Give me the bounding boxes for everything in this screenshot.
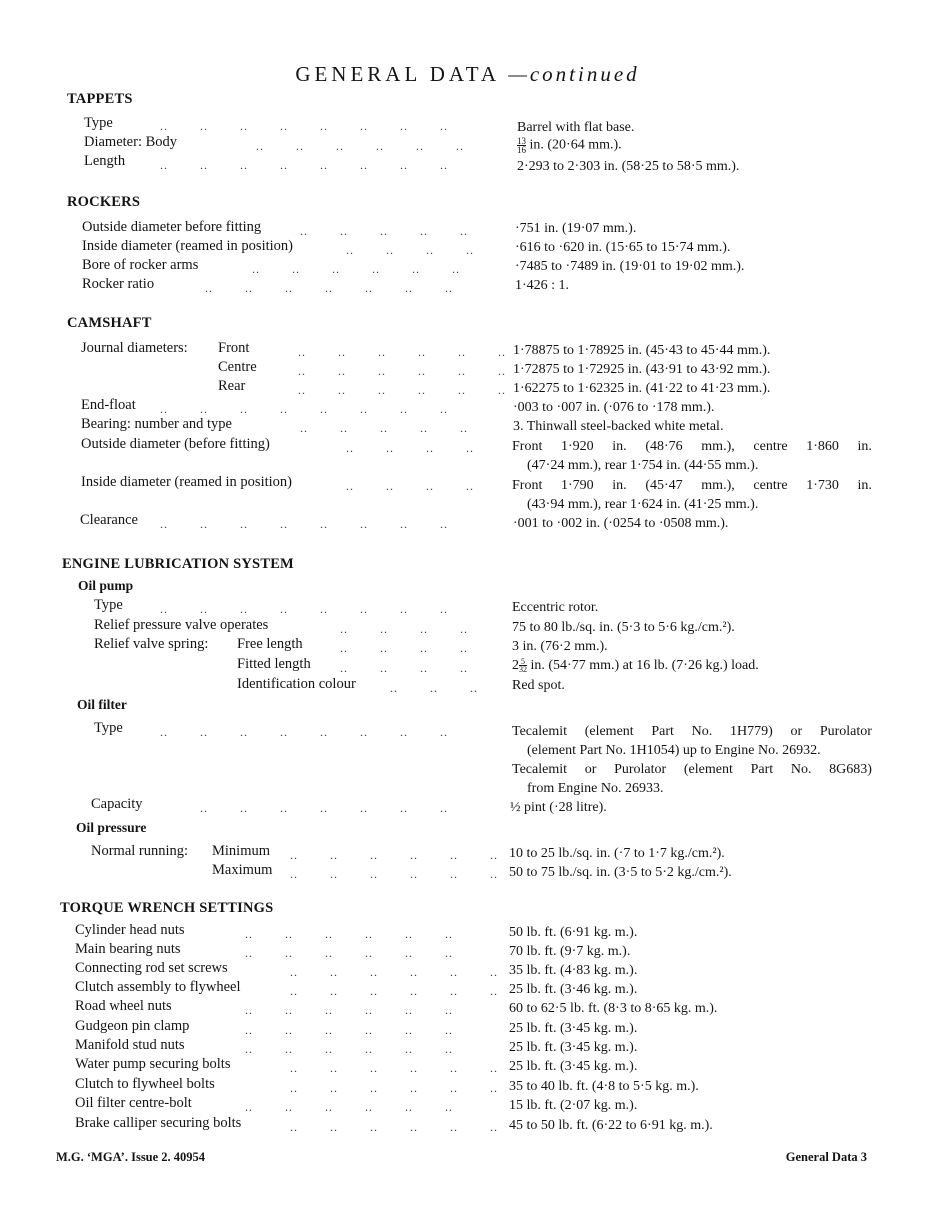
- spec-value: 1·62275 to 1·62325 in. (41·22 to 41·23 mm.).: [513, 381, 771, 396]
- leader-dots: .. .. .. ..: [340, 661, 468, 675]
- leader-dots: .. .. .. .. ..: [300, 224, 468, 238]
- spec-label: Rocker ratio: [82, 276, 155, 292]
- torque-label: Manifold stud nuts: [75, 1037, 185, 1053]
- leader-dots: .. .. .. .. .. ..: [245, 1003, 453, 1017]
- leader-dots: .. .. .. .. .. ..: [245, 1042, 453, 1056]
- torque-value: 25 lb. ft. (3·45 kg. m.).: [509, 1059, 638, 1074]
- torque-value: 70 lb. ft. (9·7 kg. m.).: [509, 944, 631, 959]
- spec-label: Length: [84, 153, 126, 169]
- spec-label: Outside diameter (before fitting): [81, 436, 270, 452]
- torque-label: Gudgeon pin clamp: [75, 1018, 190, 1034]
- spec-label: Capacity: [91, 796, 143, 812]
- spec-sublabel: Centre: [218, 359, 257, 375]
- leader-dots: .. .. .. .. .. .. .. ..: [160, 402, 448, 416]
- leader-dots: .. .. .. .. .. ..: [245, 927, 453, 941]
- leader-dots: .. .. .. ..: [346, 479, 474, 493]
- leader-dots: .. .. .. .. .. .. ..: [200, 801, 448, 815]
- spec-label: Type: [84, 115, 113, 131]
- spec-value: Front 1·920 in. (48·76 mm.), centre 1·860 in.: [512, 439, 872, 454]
- leader-dots: .. .. .. .. .. ..: [245, 946, 453, 960]
- spec-label: Type: [94, 720, 123, 736]
- leader-dots: .. .. .. .. .. ..: [290, 867, 498, 881]
- spec-value: $\frac{13}{16}$ in. (20·64 mm.).: [517, 136, 622, 155]
- torque-label: Connecting rod set screws: [75, 960, 228, 976]
- leader-dots: .. .. .. .. .. ..: [245, 1023, 453, 1037]
- torque-value: 15 lb. ft. (2·07 kg. m.).: [509, 1098, 638, 1113]
- torque-value: 45 to 50 lb. ft. (6·22 to 6·91 kg. m.).: [509, 1118, 713, 1133]
- spec-label: Type: [94, 597, 123, 613]
- torque-value: 60 to 62·5 lb. ft. (8·3 to 8·65 kg. m.).: [509, 1001, 718, 1016]
- spec-sublabel: Identification colour: [237, 676, 356, 692]
- spec-value: ·001 to ·002 in. (·0254 to ·0508 mm.).: [513, 516, 729, 531]
- spec-value: 75 to 80 lb./sq. in. (5·3 to 5·6 kg./cm.²).: [512, 620, 735, 635]
- spec-sublabel: Free length: [237, 636, 303, 652]
- leader-dots: .. .. .. .. .. ..: [290, 1120, 498, 1134]
- leader-dots: .. .. .. .. ..: [300, 421, 468, 435]
- torque-value: 25 lb. ft. (3·45 kg. m.).: [509, 1021, 638, 1036]
- spec-label: Normal running:: [91, 843, 189, 859]
- torque-label: Road wheel nuts: [75, 998, 172, 1014]
- spec-value: 2·293 to 2·303 in. (58·25 to 58·5 mm.).: [517, 159, 740, 174]
- torque-label: Cylinder head nuts: [75, 922, 185, 938]
- torque-label: Oil filter centre-bolt: [75, 1095, 192, 1111]
- spec-value: 50 to 75 lb./sq. in. (3·5 to 5·2 kg./cm.²).: [509, 865, 732, 880]
- spec-value: ·751 in. (19·07 mm.).: [515, 221, 637, 236]
- leader-dots: .. .. .. .. .. .. .. ..: [160, 517, 448, 531]
- spec-label: Diameter: Body: [84, 134, 178, 150]
- leader-dots: .. .. .. .. .. ..: [290, 1061, 498, 1075]
- spec-label: Journal diameters:: [81, 340, 188, 356]
- spec-value: ·7485 to ·7489 in. (19·01 to 19·02 mm.).: [515, 259, 745, 274]
- leader-dots: .. .. .. ..: [340, 641, 468, 655]
- leader-dots: .. .. .. .. .. ..: [298, 364, 506, 378]
- torque-value: 25 lb. ft. (3·45 kg. m.).: [509, 1040, 638, 1055]
- spec-value: 1·78875 to 1·78925 in. (45·43 to 45·44 mm.).: [513, 343, 771, 358]
- leader-dots: .. .. .. .. .. ..: [298, 345, 506, 359]
- spec-value: Tecalemit (element Part No. 1H779) or Purolator: [512, 724, 872, 739]
- section-heading-lubrication: ENGINE LUBRICATION SYSTEM: [62, 556, 294, 572]
- spec-value: 3. Thinwall steel-backed white metal.: [513, 419, 724, 434]
- spec-value-continuation: (element Part No. 1H1054) up to Engine No. 26932.: [527, 743, 821, 758]
- leader-dots: .. .. .. ..: [340, 622, 468, 636]
- spec-label: Outside diameter before fitting: [82, 219, 262, 235]
- spec-value-continuation: (43·94 mm.), rear 1·624 in. (41·25 mm.).: [527, 497, 759, 512]
- subsection-heading-oil-pressure: Oil pressure: [76, 820, 147, 835]
- leader-dots: .. .. .. .. .. ..: [290, 984, 498, 998]
- section-heading-tappets: TAPPETS: [67, 91, 133, 107]
- torque-label: Brake calliper securing bolts: [75, 1115, 242, 1131]
- torque-value: 50 lb. ft. (6·91 kg. m.).: [509, 925, 638, 940]
- spec-value: ½ pint (·28 litre).: [510, 800, 607, 815]
- torque-value: 35 to 40 lb. ft. (4·8 to 5·5 kg. m.).: [509, 1079, 699, 1094]
- spec-value-continuation: from Engine No. 26933.: [527, 781, 664, 796]
- spec-value: ·003 to ·007 in. (·076 to ·178 mm.).: [513, 400, 715, 415]
- spec-label: End-float: [81, 397, 136, 413]
- leader-dots: .. .. .. .. .. .. .. ..: [160, 725, 448, 739]
- subsection-heading-oil-pump: Oil pump: [78, 578, 134, 593]
- spec-value: 10 to 25 lb./sq. in. (·7 to 1·7 kg./cm.²).: [509, 846, 725, 861]
- spec-label: Inside diameter (reamed in position): [82, 238, 293, 254]
- spec-sublabel: Fitted length: [237, 656, 311, 672]
- spec-sublabel: Rear: [218, 378, 246, 394]
- leader-dots: .. .. .. ..: [346, 243, 474, 257]
- torque-label: Clutch to flywheel bolts: [75, 1076, 215, 1092]
- spec-value: Front 1·790 in. (45·47 mm.), centre 1·730 in.: [512, 478, 872, 493]
- section-heading-camshaft: CAMSHAFT: [67, 315, 152, 331]
- leader-dots: .. .. .. .. .. .. ..: [205, 281, 453, 295]
- page-title: GENERAL DATA —continued: [295, 62, 640, 86]
- footer-document-id: M.G. ‘MGA’. Issue 2. 40954: [56, 1150, 206, 1164]
- spec-value: 1·72875 to 1·72925 in. (43·91 to 43·92 mm.).: [513, 362, 771, 377]
- spec-value: 1·426 : 1.: [515, 278, 570, 293]
- leader-dots: .. .. ..: [390, 681, 478, 695]
- leader-dots: .. .. .. .. .. ..: [290, 1081, 498, 1095]
- section-heading-torque: TORQUE WRENCH SETTINGS: [60, 900, 274, 916]
- spec-value: Barrel with flat base.: [517, 120, 635, 135]
- section-heading-rockers: ROCKERS: [67, 194, 141, 210]
- spec-sublabel: Maximum: [212, 862, 273, 878]
- spec-sublabel: Minimum: [212, 843, 271, 859]
- footer-page-number: General Data 3: [785, 1150, 867, 1164]
- spec-value-continuation: (47·24 mm.), rear 1·754 in. (44·55 mm.).: [527, 458, 759, 473]
- spec-label: Bore of rocker arms: [82, 257, 199, 273]
- torque-value: 35 lb. ft. (4·83 kg. m.).: [509, 963, 638, 978]
- spec-sublabel: Front: [218, 340, 250, 356]
- spec-value: 3 in. (76·2 mm.).: [512, 639, 608, 654]
- torque-label: Water pump securing bolts: [75, 1056, 231, 1072]
- leader-dots: .. .. .. .. .. ..: [252, 262, 460, 276]
- leader-dots: .. .. .. .. .. .. .. ..: [160, 602, 448, 616]
- spec-value: Tecalemit or Purolator (element Part No. 8G683): [512, 762, 872, 777]
- spec-value: Red spot.: [512, 678, 565, 693]
- spec-label: Bearing: number and type: [81, 416, 232, 432]
- spec-label: Relief valve spring:: [94, 636, 209, 652]
- leader-dots: .. .. .. .. .. ..: [256, 139, 464, 153]
- leader-dots: .. .. .. ..: [346, 441, 474, 455]
- subsection-heading-oil-filter: Oil filter: [77, 697, 127, 712]
- spec-label: Inside diameter (reamed in position): [81, 474, 292, 490]
- spec-value: Eccentric rotor.: [512, 600, 599, 615]
- leader-dots: .. .. .. .. .. ..: [290, 965, 498, 979]
- spec-label: Clearance: [80, 512, 138, 528]
- torque-value: 25 lb. ft. (3·46 kg. m.).: [509, 982, 638, 997]
- torque-label: Clutch assembly to flywheel: [75, 979, 241, 995]
- spec-value: ·616 to ·620 in. (15·65 to 15·74 mm.).: [515, 240, 731, 255]
- leader-dots: .. .. .. .. .. ..: [290, 848, 498, 862]
- leader-dots: .. .. .. .. .. ..: [245, 1100, 453, 1114]
- leader-dots: .. .. .. .. .. .. .. ..: [160, 158, 448, 172]
- leader-dots: .. .. .. .. .. .. .. ..: [160, 119, 448, 133]
- leader-dots: .. .. .. .. .. ..: [298, 383, 506, 397]
- spec-value: 2 $\frac{5}{32}$ in. (54·77 mm.) at 16 lb. (7·26 kg.) load.: [512, 657, 759, 675]
- torque-label: Main bearing nuts: [75, 941, 181, 957]
- spec-label: Relief pressure valve operates: [94, 617, 269, 633]
